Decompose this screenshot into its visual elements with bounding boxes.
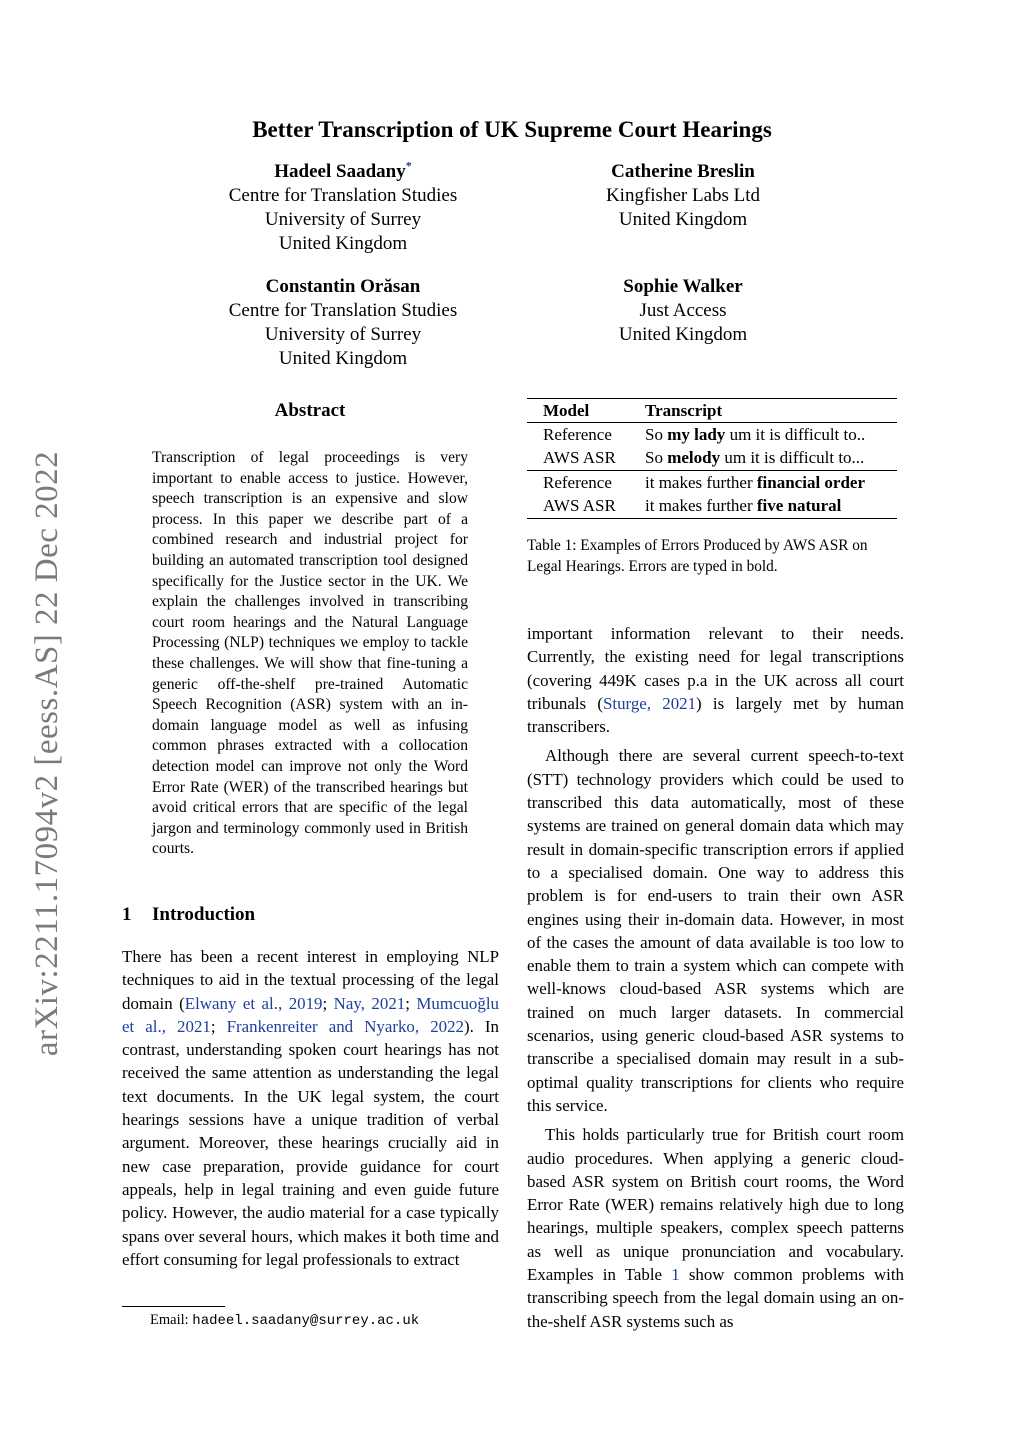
right-column — [527, 622, 904, 1333]
author-name: Catherine Breslin — [611, 161, 755, 182]
affiliation-line: University of Surrey — [264, 209, 422, 230]
footnote-mark[interactable]: * — [405, 158, 412, 173]
table-ref-link[interactable]: 1 — [671, 1265, 680, 1285]
table-header: Model — [527, 399, 629, 423]
abstract-text: Transcription of legal proceedings is very important to enable access to justice. However, speech transcription is an expensive and slow process. In this paper we describe part of a combined research and industrial project for building an automated transcription tool designed specifically for the Justice sector in the UK. We explain the challenges involved in transcribing court room hearings and the Natural Language Processing (NLP) techniques we employ to tackle these challenges. We will show that fine-tuning a generic off-the-shelf pre-trained Automatic Speech Recognition (ASR) system with an in-domain language model as well as infusing common phrases extracted with a collocation detection model can improve not only the Word Error Rate (WER) of the transcribed hearings but avoid critical errors that are specific of the legal jargon and terminology commonly used in British courts. — [152, 449, 468, 858]
affiliation-line: Kingfisher Labs Ltd — [605, 185, 761, 206]
affiliation-line: Centre for Translation Studies — [228, 300, 458, 321]
affiliation-line: United Kingdom — [278, 348, 408, 369]
footnote-email: hadeel.saadany@surrey.ac.uk — [192, 1313, 420, 1329]
author-block — [198, 160, 488, 256]
table-row: Reference it makes further financial order — [527, 471, 897, 495]
affiliation-line: United Kingdom — [278, 233, 408, 254]
affiliation-line: Just Access — [639, 300, 727, 321]
author-name: Sophie Walker — [623, 276, 743, 297]
table-header: Transcript — [629, 399, 897, 423]
author-name: Constantin Orăsan — [265, 276, 421, 297]
table-row: AWS ASR it makes further five natural — [527, 495, 897, 519]
citation-link[interactable]: Elwany et al., 2019 — [184, 993, 323, 1013]
affiliation-line: Centre for Translation Studies — [228, 185, 458, 206]
footnote-rule — [122, 1306, 225, 1307]
section-title: Introduction — [152, 904, 256, 925]
author-block — [198, 275, 488, 371]
intro-paragraph: Although there are several current speech-to-text (STT) technology providers which could be used to transcribed this data automatically, most of these systems are trained on general domain data which may result in domain-specific transcription errors if applied to a specialised domain. One way to address this problem is for end-users to train their own ASR engines using their in-domain data. However, in most of the cases the amount of data available is too low to enable them to train a system which can compete with well-knows cloud-based ASR systems which are trained on much larger datasets. In commercial scenarios, using generic cloud-based ASR systems to transcribe a specialised domain may result in a sub-optimal quality transcriptions for clients who require this service. — [527, 746, 904, 1115]
intro-paragraph: important information relevant to their needs. Currently, the existing need for legal transcriptions (covering 449K cases p.a in the UK across all court tribunals (Sturge, 2021) is largely met by human transcribers. — [527, 624, 904, 737]
affiliation-line: United Kingdom — [618, 209, 748, 230]
table-row: AWS ASR So melody um it is difficult to... — [543, 448, 865, 468]
author-name: Hadeel Saadany* — [274, 158, 412, 182]
table-caption: Table 1: Examples of Errors Produced by AWS ASR on Legal Hearings. Errors are typed in bold. — [527, 537, 868, 575]
footnote: Email: hadeel.saadany@surrey.ac.uk — [150, 1312, 420, 1329]
left-column — [122, 945, 499, 1271]
arxiv-stamp — [18, 438, 78, 1068]
abstract-heading: Abstract — [274, 400, 346, 421]
table-1 — [527, 398, 897, 519]
author-block — [538, 160, 828, 232]
arxiv-id: arXiv:2211.17094v2 [eess.AS] 22 Dec 2022 — [29, 450, 66, 1056]
table-row: Reference So my lady um it is difficult to.. — [543, 425, 866, 445]
section-number: 1 — [122, 904, 132, 925]
affiliation-line: University of Surrey — [264, 324, 422, 345]
paper-title: Better Transcription of UK Supreme Court Hearings — [252, 117, 772, 142]
section-heading — [122, 904, 255, 926]
citation-link[interactable]: Nay, 2021 — [333, 993, 406, 1013]
affiliation-line: United Kingdom — [618, 324, 748, 345]
citation-link[interactable]: Sturge, 2021 — [602, 693, 697, 713]
citation-link[interactable]: Mumcuoğlu et al., 2021 — [122, 993, 499, 1036]
citation-link[interactable]: Frankenreiter and Nyarko, 2022 — [226, 1016, 464, 1036]
intro-paragraph: There has been a recent interest in employing NLP techniques to aid in the textual processing of the legal domain (Elwany et al., 2019; Nay, 2021; Mumcuoğlu et al., 2021; Frankenreiter and Nyarko, 2022). In contrast, understanding spoken court hearings has not received the same attention as understanding the legal text documents. In the UK legal system, the court hearings sessions have a unique tradition of verbal argument. Moreover, these hearings crucially aid in new case preparation, provide guidance for court appeals, help in legal training and even guide future policy. However, the audio material for a case typically spans over several hours, which makes it both time and effort consuming for legal professionals to extract — [122, 947, 499, 1269]
intro-paragraph: This holds particularly true for British court room audio procedures. When applying a generic cloud-based ASR system on British court rooms, the Word Error Rate (WER) remains relatively high due to long hearings, multiple speakers, complex speech patterns as well as unique pronunciation and vocabulary. Examples in Table 1 show common problems with transcribing speech from the legal domain using an on-the-shelf ASR systems such as — [527, 1125, 904, 1331]
author-block — [538, 275, 828, 347]
